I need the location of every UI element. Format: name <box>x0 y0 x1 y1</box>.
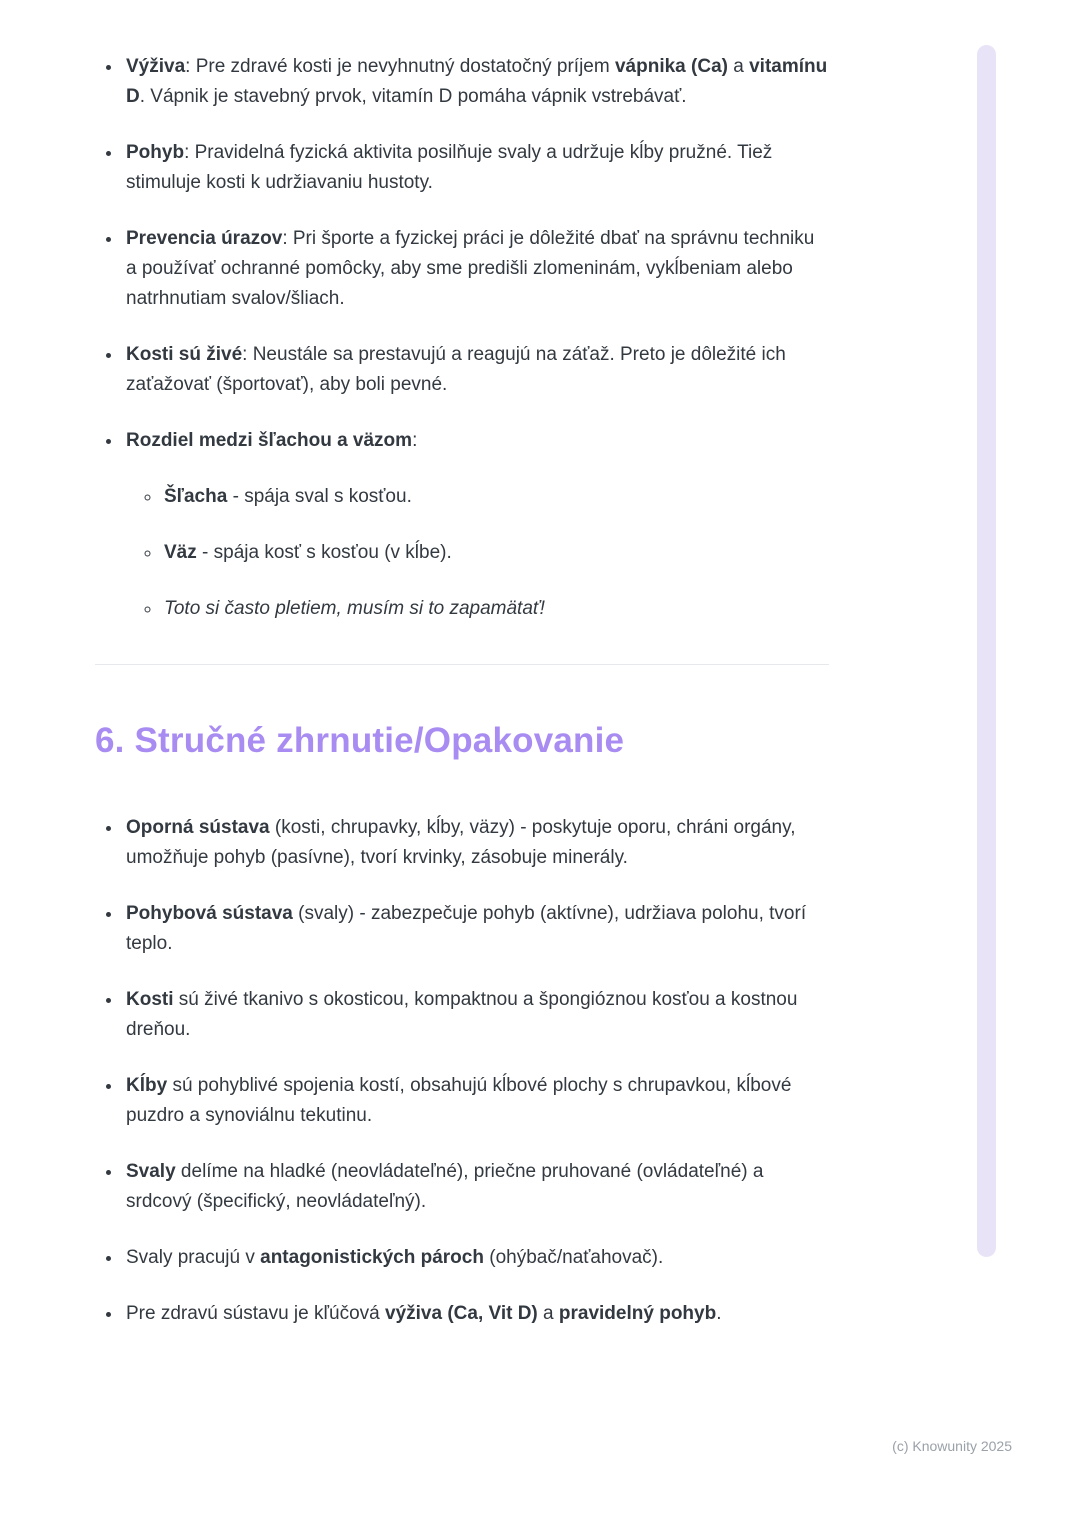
bold-term: výživa (Ca, Vit D) <box>385 1302 538 1324</box>
bold-term: Svaly <box>126 1160 176 1182</box>
text-run: (svaly) - zabezpečuje pohyb (aktívne), udržiava polohu, tvorí teplo. <box>126 902 807 954</box>
text-run: delíme na hladké (neovládateľné), priečne pruhované (ovládateľné) a srdcový (špecifický, neovládateľný). <box>126 1160 764 1212</box>
bold-term: Väz <box>164 542 197 564</box>
sub-bullet-item <box>162 538 829 568</box>
text-run: : <box>412 430 418 452</box>
bullet-item <box>123 1243 829 1273</box>
italic-note: Toto si často pletiem, musím si to zapamätať! <box>164 598 545 620</box>
text-run: a <box>727 56 750 77</box>
bullet-item <box>123 813 829 873</box>
bullet-item <box>123 340 829 400</box>
bullet-item <box>123 1071 829 1131</box>
bold-term: Kosti sú živé <box>126 344 243 366</box>
notes-content <box>95 52 829 1355</box>
bold-term: Výživa <box>126 56 186 77</box>
health-tips-list <box>95 52 829 624</box>
tendon-ligament-sublist <box>126 482 829 624</box>
bold-term: Oporná sústava <box>126 816 270 838</box>
text-run: - spája kosť s kosťou (v kĺbe). <box>196 542 452 564</box>
bold-term: Rozdiel medzi šľachou a väzom <box>126 430 413 452</box>
bullet-item <box>123 1299 829 1329</box>
bold-term: antagonistických pároch <box>260 1246 484 1268</box>
scrollbar-thumb[interactable] <box>977 45 996 1257</box>
summary-list <box>95 813 829 1329</box>
text-run: : Pri športe a fyzickej práci je dôležité dbať na správnu techniku a používať ochranné pomôcky, aby sme predišli zlomeninám, vykĺbeniam alebo natrhnutiam svalov/šliach. <box>126 228 815 310</box>
text-run: . Vápnik je stavebný prvok, vitamín D pomáha vápnik vstrebávať. <box>139 86 687 108</box>
bold-term: Prevencia úrazov <box>126 228 283 250</box>
text-run: sú pohyblivé spojenia kostí, obsahujú kĺbové plochy s chrupavkou, kĺbové puzdro a synoviálnu tekutinu. <box>126 1074 792 1126</box>
bullet-item <box>123 1157 829 1217</box>
bold-term: Kosti <box>126 988 174 1010</box>
text-run: : Pre zdravé kosti je nevyhnutný dostatočný príjem <box>185 56 615 77</box>
text-run: (kosti, chrupavky, kĺby, väzy) - poskytuje oporu, chráni orgány, umožňuje pohyb (pasívne), tvorí krvinky, zásobuje minerály. <box>126 816 796 868</box>
bold-term: Pohyb <box>126 142 185 164</box>
bullet-item <box>123 985 829 1045</box>
text-run: sú živé tkanivo s okosticou, kompaktnou a špongióznou kosťou a kostnou dreňou. <box>126 988 798 1040</box>
copyright-footer: (c) Knowunity 2025 <box>892 1438 1012 1454</box>
bold-term: Pohybová sústava <box>126 902 293 924</box>
bold-term: pravidelný pohyb <box>558 1302 717 1324</box>
text-run: . <box>716 1302 722 1324</box>
text-run: - spája sval s kosťou. <box>227 486 412 508</box>
section-heading: 6. Stručné zhrnutie/Opakovanie <box>95 721 625 761</box>
bold-term: Šľacha <box>164 486 228 508</box>
bullet-item <box>123 138 829 198</box>
section-divider <box>95 664 829 665</box>
text-run: (ohýbač/naťahovač). <box>483 1246 664 1268</box>
text-run: Pre zdravú sústavu je kľúčová <box>126 1302 385 1324</box>
text-run: Svaly pracujú v <box>126 1246 261 1268</box>
text-run: a <box>537 1302 559 1324</box>
bullet-item <box>123 224 829 314</box>
sub-bullet-item-note <box>162 594 829 624</box>
bold-term: Kĺby <box>126 1074 168 1096</box>
bullet-item <box>123 52 829 112</box>
text-run: : Neustále sa prestavujú a reagujú na záťaž. Preto je dôležité ich zaťažovať (športovať), aby boli pevné. <box>126 344 786 396</box>
text-run: : Pravidelná fyzická aktivita posilňuje svaly a udržuje kĺby pružné. Tiež stimuluje kosti k udržiavaniu hustoty. <box>126 142 773 194</box>
bullet-item <box>123 426 829 624</box>
bullet-item <box>123 899 829 959</box>
bold-term: vápnika (Ca) <box>614 56 728 77</box>
sub-bullet-item <box>162 482 829 512</box>
bold-term: vitamínu D <box>126 56 828 108</box>
